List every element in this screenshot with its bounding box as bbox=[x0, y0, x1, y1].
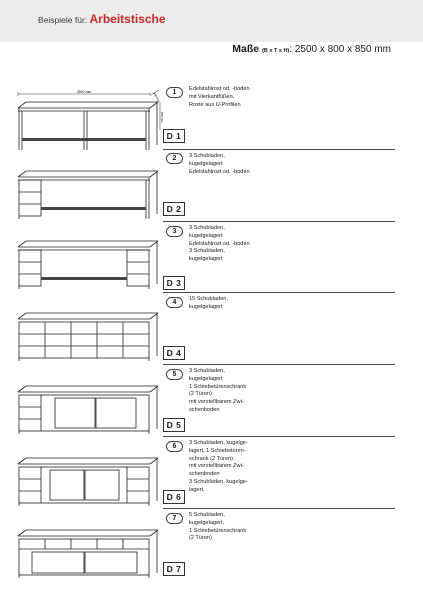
desc-line: 3 Schubladen, kugelge- bbox=[189, 440, 248, 446]
variant-code-6: D 6 bbox=[163, 490, 185, 504]
dimensions-label: Maße bbox=[232, 43, 260, 55]
header-prefix: Beispiele für: bbox=[38, 15, 90, 25]
desc-line: 3 Schubladen, bbox=[189, 153, 225, 159]
dimensions-sub: (B x T x H) bbox=[262, 48, 290, 54]
row-separator bbox=[163, 292, 395, 293]
desc-line: kugelgelagert bbox=[189, 256, 223, 263]
table-diagram-d4 bbox=[10, 305, 162, 370]
variant-number-4: 4 bbox=[166, 297, 183, 308]
row-separator bbox=[163, 508, 395, 509]
variant-code-7: D 7 bbox=[163, 562, 185, 576]
desc-line: kugelgelagert bbox=[189, 160, 223, 167]
variant-desc-1 bbox=[189, 86, 273, 109]
desc-line: schenboden bbox=[189, 406, 220, 413]
desc-line: (2 Türen) bbox=[189, 391, 212, 398]
desc-line: kugelgelagert, bbox=[189, 519, 225, 526]
desc-line: 3 Schubladen, bbox=[189, 368, 225, 374]
desc-line: 3 Schubladen, bbox=[189, 225, 225, 231]
desc-line: 1 Schiebetürenschrank bbox=[189, 527, 247, 534]
table-diagram-d6 bbox=[10, 450, 162, 515]
dimensions-value: : 2500 x 800 x 850 mm bbox=[289, 44, 391, 55]
variant-number-5: 5 bbox=[166, 369, 183, 380]
desc-line: 3 Schubladen, bbox=[189, 248, 225, 255]
variant-number-6: 6 bbox=[166, 441, 183, 452]
variant-code-5: D 5 bbox=[163, 418, 185, 432]
variant-code-1: D 1 bbox=[163, 129, 185, 143]
variant-number-3: 3 bbox=[166, 226, 183, 237]
row-separator bbox=[163, 436, 395, 437]
page-header bbox=[38, 12, 166, 26]
variant-code-4: D 4 bbox=[163, 346, 185, 360]
desc-line: Edelstahlrost od. -boden bbox=[189, 168, 250, 175]
header-category: Arbeitstische bbox=[89, 12, 166, 26]
variant-number-1: 1 bbox=[166, 87, 183, 98]
desc-line: 3 Schubladen, kugelge- bbox=[189, 478, 248, 485]
desc-line: 1 Schiebetürenschrank bbox=[189, 383, 247, 390]
desc-line: schenboden bbox=[189, 471, 220, 478]
row-separator bbox=[163, 364, 395, 365]
variant-desc-6 bbox=[189, 440, 273, 495]
desc-line: schrank (2 Türen) bbox=[189, 455, 234, 462]
variant-number-7: 7 bbox=[166, 513, 183, 524]
desc-line: mit verstellbarem Zwi- bbox=[189, 463, 244, 470]
table-diagram-d1 bbox=[10, 90, 162, 160]
table-diagram-d5 bbox=[10, 378, 162, 443]
variant-number-2: 2 bbox=[166, 153, 183, 164]
table-diagram-d3 bbox=[10, 233, 162, 298]
table-diagram-d2 bbox=[10, 163, 162, 228]
desc-line: 5 Schubladen, bbox=[189, 512, 225, 518]
label-depth: 800 mm bbox=[152, 91, 162, 103]
variant-desc-3 bbox=[189, 225, 273, 264]
row-separator bbox=[163, 149, 395, 150]
desc-line: kugelgelagert bbox=[189, 232, 223, 239]
label-width: 2500 mm bbox=[76, 90, 92, 94]
label-height: 850 mm bbox=[160, 112, 164, 123]
row-separator bbox=[163, 221, 395, 222]
desc-line: 15 Schubladen, bbox=[189, 296, 228, 302]
dimensions-line bbox=[232, 43, 391, 55]
desc-line: (2 Türen) bbox=[189, 535, 212, 542]
desc-line: Roste aus U-Profilen bbox=[189, 101, 241, 108]
table-diagram-d7 bbox=[10, 522, 162, 587]
variant-desc-7 bbox=[189, 512, 273, 543]
desc-line: lagert, 1 Schiebetüren- bbox=[189, 447, 246, 454]
desc-line: Edelstahlrost od. -boden bbox=[189, 240, 250, 247]
variant-desc-2 bbox=[189, 153, 273, 176]
desc-line: mit Vierkantfüßen, bbox=[189, 93, 235, 100]
desc-line: kugelgelagert bbox=[189, 375, 223, 382]
desc-line: lagert, bbox=[189, 486, 205, 493]
variant-code-2: D 2 bbox=[163, 202, 185, 216]
desc-line: Edelstahlrost od. -boden bbox=[189, 86, 250, 92]
variant-desc-5 bbox=[189, 368, 273, 415]
variant-code-3: D 3 bbox=[163, 276, 185, 290]
desc-line: kugelgelagert bbox=[189, 303, 223, 310]
variant-desc-4 bbox=[189, 296, 273, 312]
desc-line: mit verstellbarem Zwi- bbox=[189, 399, 244, 406]
